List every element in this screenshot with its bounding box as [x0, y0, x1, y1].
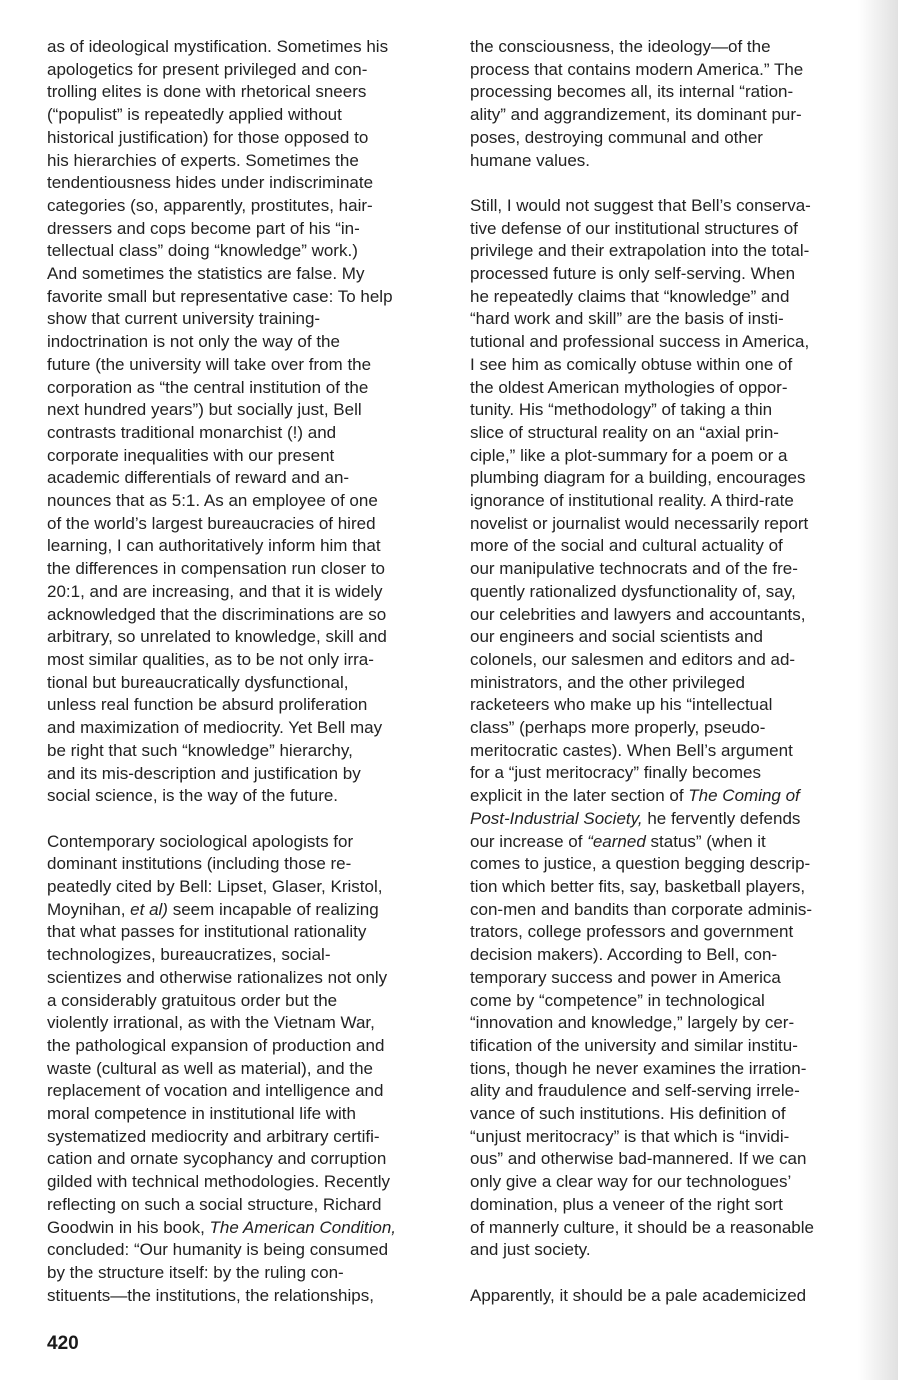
text-line: apologetics for present privileged and con- [47, 59, 368, 79]
text-line: tunity. His “methodology” of taking a thin [470, 400, 773, 420]
text-line: contrasts traditional monarchist (!) and [47, 422, 337, 442]
text-line: gilded with technical methodologies. Recently [47, 1172, 391, 1192]
text-line: violently irrational, as with the Vietnam War, [47, 1013, 375, 1033]
left-paragraph-2 [47, 831, 447, 1308]
text-block [47, 1239, 447, 1307]
text-line: acknowledged that the discriminations are so [47, 604, 387, 624]
text-line: of mannerly culture, it should be a reasonable [470, 1217, 814, 1237]
text-run: status” (when it [645, 831, 766, 851]
text-run: our increase of [470, 831, 588, 851]
text-block [470, 853, 862, 1262]
text-line: comes to justice, a question begging descrip- [470, 854, 811, 874]
text-line: processed future is only self-serving. When [470, 264, 796, 284]
text-line: corporate inequalities with our present [47, 445, 335, 465]
text-line: more of the social and cultural actuality of [470, 536, 783, 556]
text-line: and its mis-description and justification by [47, 763, 361, 783]
text-line: colonels, our salesmen and editors and ad- [470, 649, 796, 669]
right-paragraph-3 [470, 1285, 862, 1308]
text-run: seem incapable of realizing [167, 899, 379, 919]
text-line: ality” and aggrandizement, its dominant pur- [470, 105, 802, 125]
text-line: cation and ornate sycophancy and corruption [47, 1149, 387, 1169]
text-line: slice of structural reality on an “axial prin- [470, 422, 779, 442]
text-line: and just society. [470, 1240, 591, 1260]
text-line: of the world’s largest bureaucracies of hired [47, 513, 376, 533]
text-line: Still, I would not suggest that Bell’s conserva- [470, 195, 811, 215]
text-run: explicit in the later section of [470, 786, 689, 806]
text-line: tions, though he never examines the irration- [470, 1058, 807, 1078]
text-line: peatedly cited by Bell: Lipset, Glaser, Kristol, [47, 877, 383, 896]
text-line: novelist or journalist would necessarily report [470, 513, 809, 533]
text-line: our celebrities and lawyers and accountants, [470, 604, 806, 624]
text-line: reflecting on such a social structure, Richard [47, 1194, 382, 1214]
text-line: stituents—the institutions, the relationships, [47, 1285, 374, 1305]
text-line: indoctrination is not only the way of the [47, 332, 340, 352]
text-line [470, 785, 862, 808]
text-line: technologizes, bureaucratizes, social- [47, 945, 331, 965]
text-line: his hierarchies of experts. Sometimes the [47, 150, 359, 170]
text-line: temporary success and power in America [470, 967, 781, 987]
text-line [47, 1217, 447, 1240]
text-run: Moynihan, [47, 899, 131, 919]
text-line: poses, destroying communal and other [470, 127, 763, 147]
text-line: only give a clear way for our technologues’ [470, 1172, 792, 1192]
text-line: (“populist” is repeatedly applied without [47, 105, 342, 125]
text-line: “unjust meritocracy” is that which is “invidi- [470, 1126, 790, 1146]
text-line: ministrators, and the other privileged [470, 672, 745, 692]
left-column [47, 36, 447, 1307]
text-line: that what passes for institutional rationality [47, 922, 367, 942]
text-line: I see him as comically obtuse within one of [470, 354, 793, 374]
text-line: domination, plus a veneer of the right sort [470, 1194, 783, 1214]
page-edge-shadow [858, 0, 898, 1380]
text-line: for a “just meritocracy” finally becomes [470, 763, 761, 783]
text-line: the differences in compensation run closer to [47, 559, 385, 579]
text-line: vance of such institutions. His definition of [470, 1104, 786, 1124]
text-line: quently rationalized dysfunctionality of, say, [470, 581, 796, 601]
text-line [470, 808, 862, 831]
text-line: “hard work and skill” are the basis of insti- [470, 309, 784, 329]
text-line: meritocratic castes). When Bell’s argument [470, 740, 793, 760]
text-line: Apparently, it should be a pale academicized [470, 1285, 807, 1305]
text-line: tification of the university and similar institu- [470, 1035, 798, 1055]
text-line: plumbing diagram for a building, encourages [470, 468, 806, 488]
text-line: he repeatedly claims that “knowledge” and [470, 286, 790, 306]
text-line: our engineers and social scientists and [470, 627, 763, 647]
text-line: trolling elites is done with rhetorical sneers [47, 82, 367, 102]
text-line: learning, I can authoritatively inform him that [47, 536, 381, 556]
text-line: by the structure itself: by the ruling con- [47, 1262, 344, 1282]
text-line: tendentiousness hides under indiscriminate [47, 173, 374, 193]
page-number: 420 [47, 1333, 79, 1354]
text-run: Goodwin in his book, [47, 1217, 210, 1237]
book-title-italic: Post-Industrial Society, [470, 808, 643, 828]
text-line: And sometimes the statistics are false. My [47, 264, 365, 284]
text-line: the consciousness, the ideology—of the [470, 37, 771, 56]
text-line [47, 899, 447, 922]
text-line: future (the university will take over from the [47, 354, 372, 374]
text-block [47, 921, 447, 1216]
text-line: tional but bureaucratically dysfunctional, [47, 672, 349, 692]
text-line: ous” and otherwise bad-mannered. If we can [470, 1149, 807, 1169]
text-line: humane values. [470, 150, 591, 170]
text-line: show that current university training- [47, 309, 321, 329]
text-line: moral competence in institutional life with [47, 1104, 356, 1124]
text-line: be right that such “knowledge” hierarchy, [47, 740, 353, 760]
text-line: as of ideological mystification. Sometimes his [47, 37, 389, 56]
text-line: tutional and professional success in America, [470, 332, 810, 352]
right-paragraph-1 [470, 36, 862, 172]
text-line: social science, is the way of the future. [47, 786, 339, 806]
text-line: a considerably gratuitous order but the [47, 990, 338, 1010]
text-line: the oldest American mythologies of oppor- [470, 377, 788, 397]
text-line: dominant institutions (including those re- [47, 854, 352, 874]
text-line: favorite small but representative case: To help [47, 286, 393, 306]
text-line: corporation as “the central institution of the [47, 377, 369, 397]
text-line: waste (cultural as well as material), and the [47, 1058, 373, 1078]
text-line [470, 831, 862, 854]
text-line: con-men and bandits than corporate adminis- [470, 899, 813, 919]
text-line: replacement of vocation and intelligence and [47, 1081, 384, 1101]
italic-run: et al) [130, 899, 168, 919]
text-line: concluded: “Our humanity is being consumed [47, 1240, 389, 1260]
text-line: Contemporary sociological apologists for [47, 831, 354, 851]
right-column [470, 36, 862, 1307]
text-line: process that contains modern America.” The [470, 59, 804, 79]
book-title-italic: The Coming of [688, 786, 800, 806]
text-line: unless real function be absurd proliferation [47, 695, 368, 715]
text-line: nounces that as 5:1. As an employee of one [47, 491, 378, 511]
text-line: historical justification) for those opposed to [47, 127, 369, 147]
text-block [470, 195, 862, 785]
text-line: class” (perhaps more properly, pseudo- [470, 718, 766, 738]
left-paragraph-1 [47, 36, 447, 808]
text-line: most similar qualities, as to be not only irra- [47, 649, 374, 669]
text-line: tive defense of our institutional structures of [470, 218, 798, 238]
text-line: privilege and their extrapolation into the total- [470, 241, 810, 261]
text-line: our manipulative technocrats and of the fre- [470, 559, 798, 579]
text-line: racketeers who make up his “intellectual [470, 695, 773, 715]
text-line: systematized mediocrity and arbitrary certifi- [47, 1126, 380, 1146]
text-line: the pathological expansion of production and [47, 1035, 385, 1055]
text-line: and maximization of mediocrity. Yet Bell may [47, 718, 383, 738]
text-line: tellectual class” doing “knowledge” work.) [47, 241, 358, 261]
text-line: 20:1, and are increasing, and that it is widely [47, 581, 383, 601]
italic-run: “earned [587, 831, 646, 851]
text-line: ciple,” like a plot-summary for a poem or a [470, 445, 788, 465]
text-run: he fervently defends [642, 808, 801, 828]
text-line: “innovation and knowledge,” largely by cer- [470, 1013, 795, 1033]
book-title-italic: The American Condition, [209, 1217, 397, 1237]
text-line: scientizes and otherwise rationalizes not only [47, 967, 388, 987]
text-line: academic differentials of reward and an- [47, 468, 350, 488]
text-line: ality and fraudulence and self-serving irrele- [470, 1081, 800, 1101]
text-line: come by “competence” in technological [470, 990, 765, 1010]
text-line: dressers and cops become part of his “in- [47, 218, 360, 238]
text-line: categories (so, apparently, prostitutes, hair- [47, 195, 373, 215]
right-paragraph-2 [470, 195, 862, 1262]
text-line: decision makers). According to Bell, con- [470, 945, 778, 965]
text-line: arbitrary, so unrelated to knowledge, skill and [47, 627, 387, 647]
text-line: next hundred years”) but socially just, Bell [47, 400, 362, 420]
text-line: ignorance of institutional reality. A third-rate [470, 491, 794, 511]
text-line: tion which better fits, say, basketball players, [470, 877, 806, 896]
text-line: trators, college professors and government [470, 922, 794, 942]
text-line: processing becomes all, its internal “ration- [470, 82, 794, 102]
